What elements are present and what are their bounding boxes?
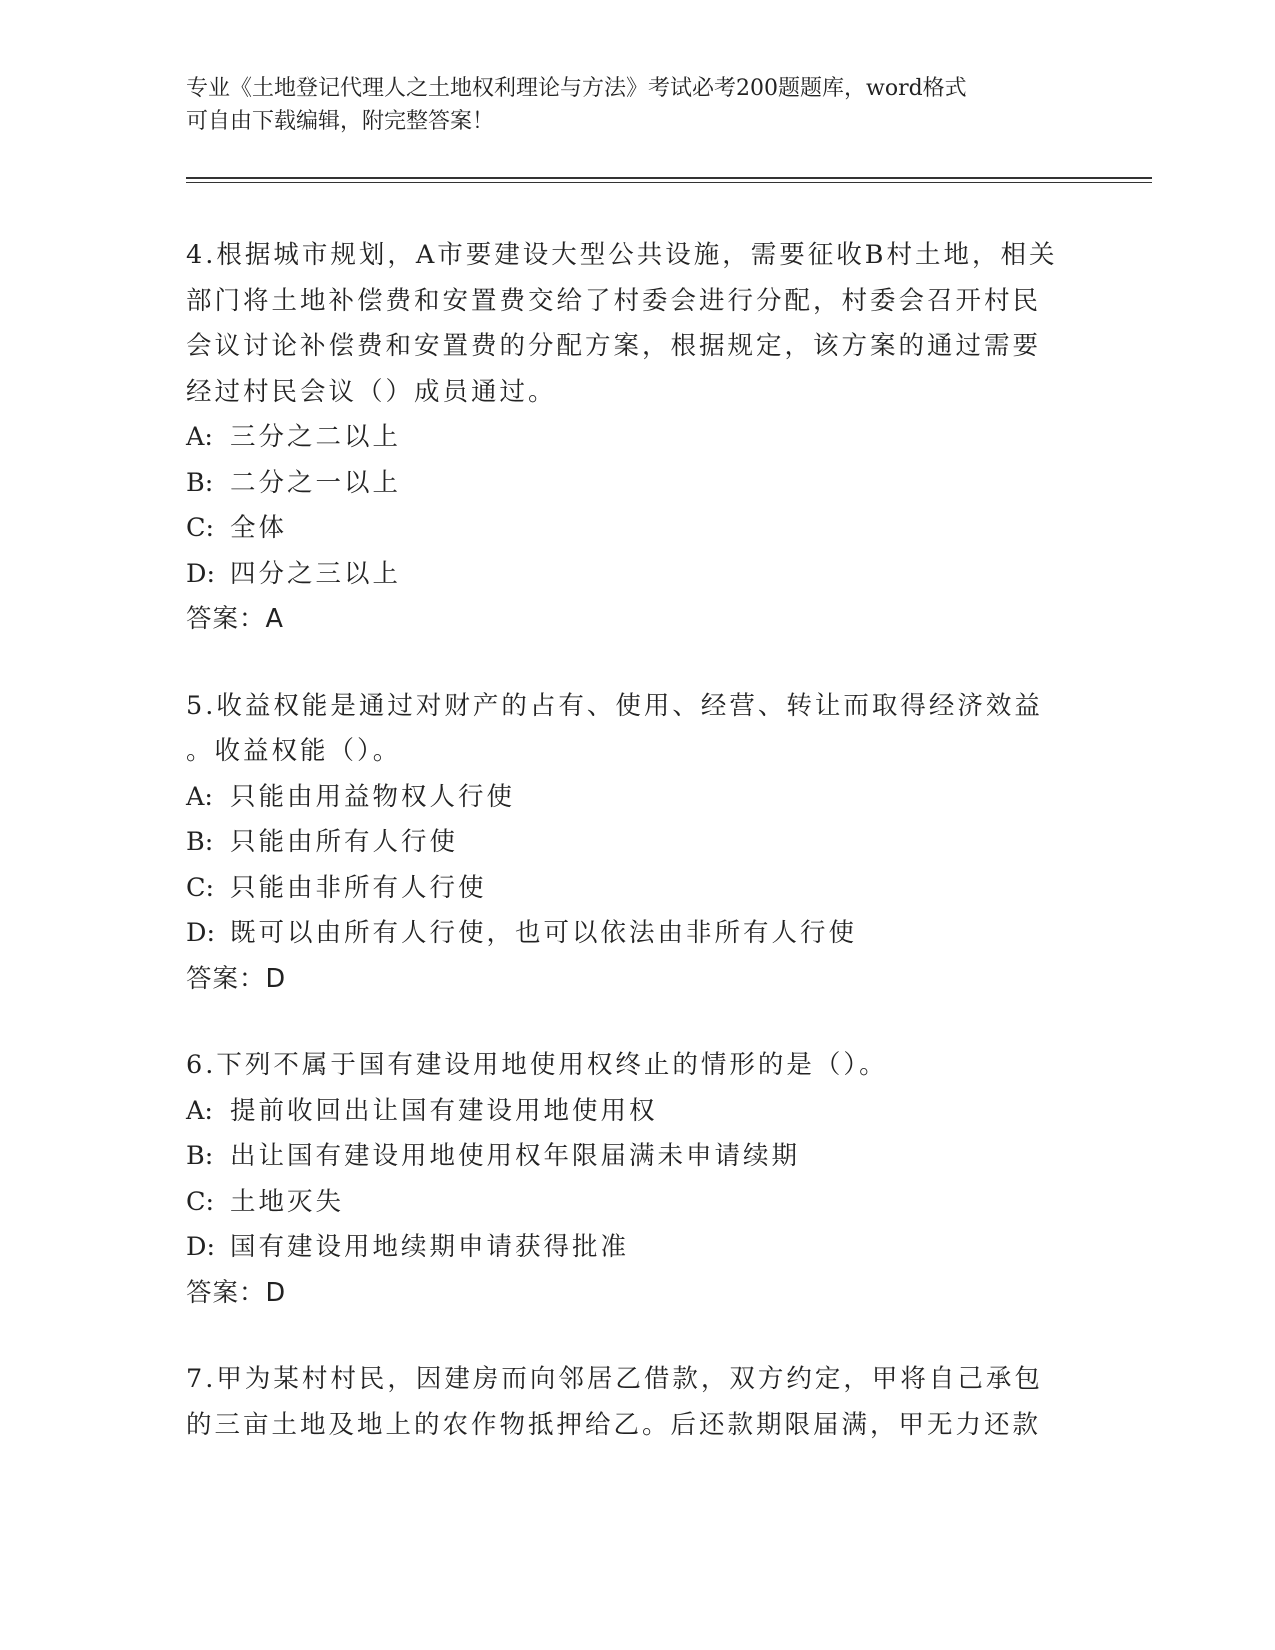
- option-d: [186, 1225, 1086, 1271]
- option-text: 提前收回出让国有建设用地使用权: [230, 1095, 658, 1126]
- option-key: C:: [186, 872, 215, 903]
- option-text: 国有建设用地续期申请获得批准: [230, 1232, 630, 1262]
- option-b: [186, 820, 1086, 866]
- option-key: A:: [186, 422, 214, 452]
- header-line-2: 可自由下载编辑，附完整答案！: [186, 109, 495, 134]
- stem-line: 的三亩土地及地上的农作物抵押给乙。后还款期限届满，甲无力还款: [186, 1409, 1042, 1440]
- option-text: 四分之三以上: [230, 558, 402, 589]
- question-list: [186, 233, 1086, 1489]
- option-key: C:: [186, 1186, 215, 1217]
- answer-line: 答案：D: [186, 1277, 287, 1308]
- option-c: [186, 1180, 1086, 1226]
- option-c: [186, 866, 1086, 912]
- option-key: D:: [186, 918, 216, 948]
- stem-line: 6.下列不属于国有建设用地使用权终止的情形的是（）。: [186, 1050, 888, 1080]
- question-7: [186, 1357, 1086, 1448]
- option-a: [186, 1089, 1086, 1135]
- answer-line: 答案：D: [186, 963, 287, 994]
- option-text: 只能由非所有人行使: [230, 872, 487, 903]
- stem-line: 经过村民会议（）成员通过。: [186, 376, 557, 407]
- option-d: [186, 552, 1086, 598]
- stem-line: 。收益权能（）。: [186, 736, 402, 766]
- option-key: A:: [186, 781, 214, 812]
- option-a: [186, 775, 1086, 821]
- question-5: [186, 684, 1086, 1003]
- question-4: [186, 233, 1086, 643]
- option-a: [186, 415, 1086, 461]
- answer-line: 答案：A: [186, 604, 284, 634]
- question-stem: [186, 233, 1086, 415]
- option-key: D:: [186, 558, 216, 589]
- option-text: 全体: [230, 513, 288, 543]
- stem-line: 5.收益权能是通过对财产的占有、使用、经营、转让而取得经济效益: [186, 690, 1043, 721]
- header-line-1: 专业《土地登记代理人之土地权利理论与方法》考试必考200题题库，word格式: [186, 76, 967, 101]
- option-b: [186, 1134, 1086, 1180]
- stem-line: 7.甲为某村村民，因建房而向邻居乙借款，双方约定，甲将自己承包: [186, 1364, 1043, 1394]
- option-b: [186, 461, 1086, 507]
- option-text: 只能由所有人行使: [230, 827, 459, 857]
- stem-line: 4.根据城市规划，A市要建设大型公共设施，需要征收B村土地，相关: [186, 240, 1058, 270]
- document-header: [186, 72, 1066, 138]
- question-stem: [186, 684, 1086, 775]
- option-text: 土地灭失: [230, 1186, 345, 1217]
- option-key: B:: [186, 467, 214, 498]
- option-key: B:: [186, 1141, 214, 1171]
- option-text: 三分之二以上: [230, 422, 402, 452]
- option-text: 既可以由所有人行使，也可以依法由非所有人行使: [230, 918, 858, 948]
- header-divider-thin: [186, 182, 1152, 183]
- option-key: D:: [186, 1232, 216, 1262]
- option-key: B:: [186, 827, 214, 857]
- option-text: 只能由用益物权人行使: [230, 781, 516, 812]
- option-key: C:: [186, 513, 215, 543]
- stem-line: 会议讨论补偿费和安置费的分配方案，根据规定，该方案的通过需要: [186, 331, 1042, 361]
- option-d: [186, 911, 1086, 957]
- stem-line: 部门将土地补偿费和安置费交给了村委会进行分配，村委会召开村民: [186, 285, 1042, 316]
- option-c: [186, 506, 1086, 552]
- question-6: [186, 1043, 1086, 1316]
- question-stem: [186, 1357, 1086, 1448]
- header-divider-thick: [186, 177, 1152, 179]
- option-key: A:: [186, 1095, 214, 1126]
- option-text: 二分之一以上: [230, 467, 402, 498]
- question-stem: [186, 1043, 1086, 1089]
- option-text: 出让国有建设用地使用权年限届满未申请续期: [230, 1141, 801, 1171]
